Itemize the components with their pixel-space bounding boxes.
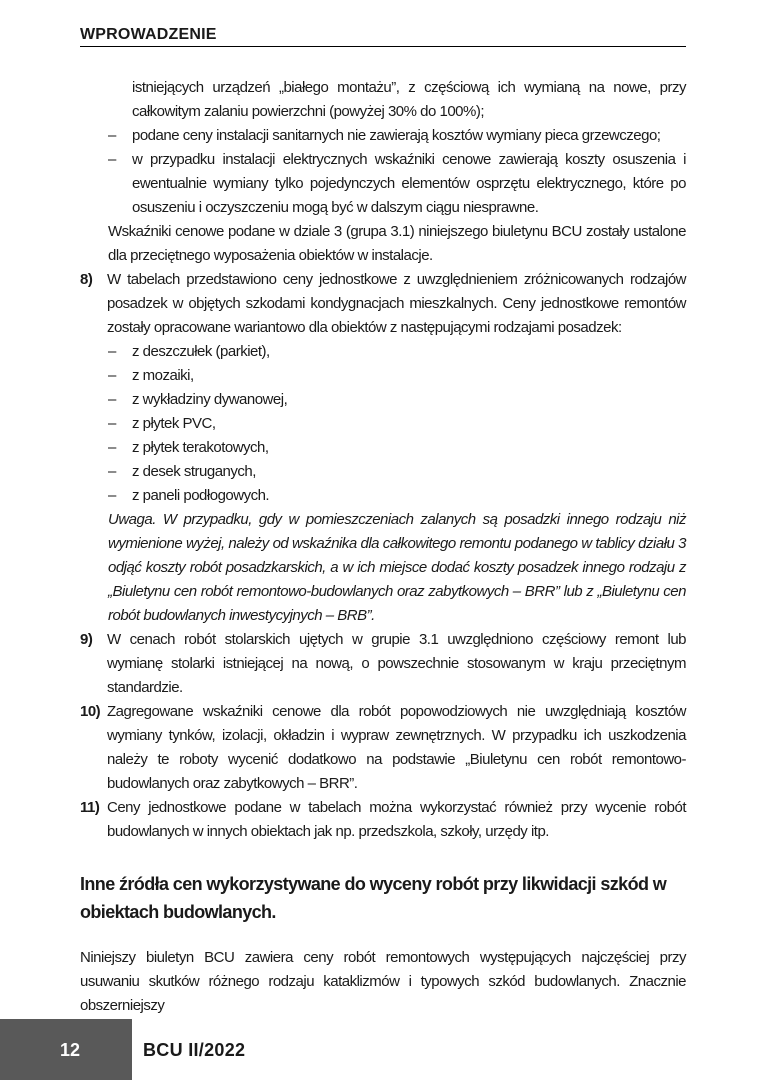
floor-type: z deszczułek (parkiet), xyxy=(132,343,270,360)
list-item xyxy=(80,412,686,436)
note-paragraph: Uwaga. W przypadku, gdy w pomieszczeniach zalanych są posadzki innego rodzaju niż wymienione wyżej, należy od wskaźnika dla całkowitego remontu podanego w tablicy działu 3 odjąć koszty robót posadzkarskich, a w ich miejsce dodać koszty posadzek innego rodzaju z „Biuletynu cen robót remontowo-budowlanych oraz zabytkowych – BRR” lub z „Biuletynu cen robót budowlanych inwestycyjnych – BRB”. xyxy=(108,511,686,624)
dash-bullet: – xyxy=(108,463,116,480)
item-number: 10) xyxy=(80,703,101,720)
page-number: 12 xyxy=(60,1040,81,1060)
dash-bullet: – xyxy=(108,151,116,168)
dash-bullet: – xyxy=(108,391,116,408)
numbered-item-8 xyxy=(80,268,686,340)
continued-bullet-text: istniejących urządzeń „białego montażu”, z częściową ich wymianą na nowe, przy całkowitym zalaniu powierzchni (powyżej 30% do 100%); xyxy=(132,79,686,120)
floor-type: z płytek PVC, xyxy=(132,415,216,432)
item-number: 11) xyxy=(80,799,100,816)
item-text: Zagregowane wskaźniki cenowe dla robót popowodziowych nie uwzględniają kosztów wymiany tynków, izolacji, okładzin i wypraw zewnętrznych. W przypadku ich uszkodzenia należy te roboty wycenić dodatkowo na podstawie „Biuletynu cen robót remontowo-budowlanych oraz zabytkowych – BRR”. xyxy=(107,703,686,792)
item-text: W tabelach przedstawiono ceny jednostkowe z uwzględnieniem zróżnicowanych rodzajów posadzek w objętych szkodami kondygnacjach mieszkalnych. Ceny jednostkowe remontów zostały opracowane wariantowo dla obiektów z następującymi rodzajami posadzek: xyxy=(107,271,686,336)
dash-bullet: – xyxy=(108,487,116,504)
running-header: WPROWADZENIE xyxy=(80,26,217,43)
list-item xyxy=(80,124,686,148)
intro-paragraph: Niniejszy biuletyn BCU zawiera ceny robót remontowych występujących najczęściej przy usuwaniu skutków różnego rodzaju kataklizmów i typowych szkód budowlanych. Znacznie obszerniejszy xyxy=(80,949,686,1014)
dash-bullet: – xyxy=(108,127,116,144)
floor-type: z desek struganych, xyxy=(132,463,256,480)
floor-type: z wykładziny dywanowej, xyxy=(132,391,288,408)
publication-label: BCU II/2022 xyxy=(143,1040,246,1060)
page-content xyxy=(80,76,686,1018)
list-item xyxy=(80,340,686,364)
item-text: W cenach robót stolarskich ujętych w grupie 3.1 uwzględniono częściowy remont lub wymianę stolarki istniejącej na nową, o powszechnie stosowanym w kraju przeciętnym standardzie. xyxy=(107,631,686,696)
dash-bullet: – xyxy=(108,367,116,384)
header-divider xyxy=(80,46,686,47)
list-item xyxy=(80,484,686,508)
list-item xyxy=(80,364,686,388)
dash-bullet: – xyxy=(108,343,116,360)
bullet-text: w przypadku instalacji elektrycznych wskaźniki cenowe zawierają koszty osuszenia i ewentualnie wymiany tylko pojedynczych elementów osprzętu elektrycznego, które po osuszeniu i oczyszczeniu mogą być w dalszym ciągu niesprawne. xyxy=(132,151,686,216)
list-item xyxy=(80,436,686,460)
item-text: Ceny jednostkowe podane w tabelach można wykorzystać również przy wycenie robót budowlanych w innych obiektach jak np. przedszkola, szkoły, urzędy itp. xyxy=(107,799,686,840)
floor-type: z paneli podłogowych. xyxy=(132,487,270,504)
list-item xyxy=(80,148,686,220)
section-heading: Inne źródła cen wykorzystywane do wyceny robót przy likwidacji szkód w obiektach budowlanych. xyxy=(80,874,667,922)
numbered-item-11 xyxy=(80,796,686,844)
numbered-item-10 xyxy=(80,700,686,796)
item-number: 8) xyxy=(80,271,93,288)
dash-bullet: – xyxy=(108,439,116,456)
numbered-item-9 xyxy=(80,628,686,700)
item-number: 9) xyxy=(80,631,93,648)
paragraph: Wskaźniki cenowe podane w dziale 3 (grupa 3.1) niniejszego biuletynu BCU zostały ustalone dla przeciętnego wyposażenia obiektów w instalacje. xyxy=(108,223,686,264)
list-item xyxy=(80,388,686,412)
floor-type: z mozaiki, xyxy=(132,367,194,384)
floor-type: z płytek terakotowych, xyxy=(132,439,269,456)
dash-bullet: – xyxy=(108,415,116,432)
bullet-text: podane ceny instalacji sanitarnych nie zawierają kosztów wymiany pieca grzewczego; xyxy=(132,127,661,144)
list-item xyxy=(80,460,686,484)
